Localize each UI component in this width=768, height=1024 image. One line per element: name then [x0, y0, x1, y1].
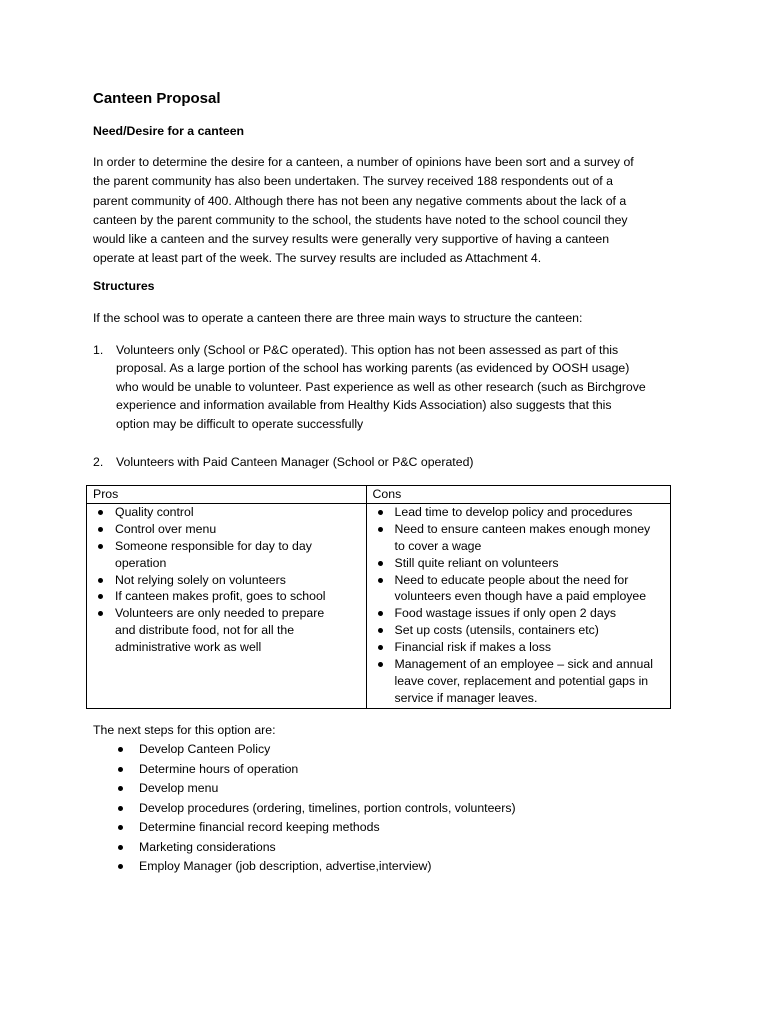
paragraph-line: canteen by the parent community to the school, the students have noted to the school council they: [93, 212, 628, 227]
item-line: experience and information available from Healthy Kids Association) also suggests that this: [116, 398, 612, 413]
page-title: Canteen Proposal: [93, 90, 221, 107]
numbered-item-2: [93, 453, 693, 471]
structures-intro: If the school was to operate a canteen there are three main ways to structure the canteen:: [93, 311, 583, 325]
bullet-icon: [98, 510, 103, 515]
list-item: [115, 521, 360, 538]
pros-cell: [87, 503, 367, 708]
list-item-line: Lead time to develop policy and procedures: [394, 504, 633, 519]
list-item: [115, 588, 360, 605]
list-item: [395, 504, 664, 521]
list-item-text: Develop Canteen Policy: [139, 742, 271, 756]
list-item-text: Determine hours of operation: [139, 761, 299, 776]
list-item-line: and distribute food, not for all the: [115, 623, 295, 638]
list-item: [139, 857, 739, 877]
list-item-line: Not relying solely on volunteers: [115, 572, 286, 587]
item-line: proposal. As a large portion of the school has working parents (as evidenced by OOSH usage): [116, 361, 630, 376]
bullet-icon: [378, 578, 383, 583]
item-number: 1.: [93, 343, 104, 357]
pros-list: [93, 504, 360, 656]
next-steps-list: [93, 740, 739, 877]
bullet-icon: [98, 544, 103, 549]
list-item: [139, 799, 739, 819]
numbered-item-1: [93, 341, 693, 433]
bullet-icon: [378, 510, 383, 515]
list-item-line: service if manager leaves.: [394, 690, 538, 705]
list-item-line: Someone responsible for day to day: [115, 538, 312, 553]
next-steps-intro: The next steps for this option are:: [93, 723, 276, 737]
item-line: option may be difficult to operate successfully: [116, 416, 364, 431]
item-line: who would be unable to volunteer. Past experience as well as other research (such as Birchgrove: [116, 379, 646, 394]
list-item-text: Determine financial record keeping methods: [139, 820, 380, 834]
list-item: [115, 504, 360, 521]
bullet-icon: [378, 662, 383, 667]
bullet-icon: [378, 527, 383, 532]
bullet-icon: [378, 645, 383, 650]
list-item: [139, 818, 739, 838]
pros-header: Pros: [87, 486, 367, 504]
paragraph-line: operate at least part of the week. The survey results are included as Attachment 4.: [93, 251, 542, 266]
list-item: [395, 521, 664, 555]
list-item: [395, 555, 664, 572]
list-item-line: leave cover, replacement and potential gaps in: [394, 673, 649, 688]
pros-cons-table: [86, 485, 671, 709]
bullet-icon: [118, 786, 123, 791]
bullet-icon: [118, 806, 123, 811]
list-item-line: Quality control: [115, 504, 194, 519]
list-item-line: Need to ensure canteen makes enough money: [394, 521, 651, 536]
paragraph-line: the parent community has also been undertaken. The survey received 188 respondents out of a: [93, 174, 613, 189]
bullet-icon: [378, 628, 383, 633]
paragraph-line: parent community of 400. Although there has not been any negative comments about the lack of a: [93, 193, 627, 208]
list-item: [395, 639, 664, 656]
list-item-line: Financial risk if makes a loss: [394, 640, 552, 655]
list-item-line: Control over menu: [115, 521, 217, 536]
list-item-line: Volunteers are only needed to prepare: [115, 606, 325, 621]
list-item: [395, 572, 664, 606]
bullet-icon: [118, 767, 123, 772]
list-item: [139, 740, 739, 760]
bullet-icon: [378, 611, 383, 616]
bullet-icon: [98, 611, 103, 616]
item-line: Volunteers only (School or P&C operated). This option has not been assessed as part of this: [116, 343, 619, 357]
list-item: [115, 538, 360, 572]
list-item-line: Still quite reliant on volunteers: [394, 555, 559, 570]
bullet-icon: [118, 747, 123, 752]
section-heading-structures: Structures: [93, 279, 155, 293]
list-item: [395, 605, 664, 622]
item-text: [116, 341, 646, 433]
bullet-icon: [98, 527, 103, 532]
item-text: Volunteers with Paid Canteen Manager (School or P&C operated): [116, 455, 474, 469]
list-item-line: Management of an employee – sick and annual: [394, 657, 653, 672]
paragraph-line: would like a canteen and the survey results were generally very supportive of having a canteen: [93, 232, 610, 247]
list-item-line: Food wastage issues if only open 2 days: [394, 606, 617, 621]
cons-cell: [366, 503, 670, 708]
section-heading-need: Need/Desire for a canteen: [93, 124, 245, 138]
item-number: 2.: [93, 455, 104, 469]
bullet-icon: [118, 825, 123, 830]
list-item-line: volunteers even though have a paid employee: [394, 589, 647, 604]
bullet-icon: [118, 845, 123, 850]
paragraph-line: In order to determine the desire for a canteen, a number of opinions have been sort and a survey of: [93, 155, 634, 169]
list-item-text: Develop procedures (ordering, timelines, portion controls, volunteers): [139, 800, 516, 815]
list-item: [395, 656, 664, 707]
list-item-line: Need to educate people about the need for: [394, 572, 629, 587]
list-item-line: If canteen makes profit, goes to school: [115, 589, 326, 604]
list-item-line: operation: [115, 555, 167, 570]
list-item-text: Marketing considerations: [139, 839, 276, 854]
list-item: [115, 572, 360, 589]
bullet-icon: [378, 561, 383, 566]
list-item-text: Employ Manager (job description, advertise,interview): [139, 859, 432, 873]
bullet-icon: [98, 578, 103, 583]
list-item-line: to cover a wage: [394, 538, 482, 553]
cons-list: [373, 504, 664, 707]
list-item: [115, 605, 360, 656]
list-item: [139, 838, 739, 858]
list-item: [139, 760, 739, 780]
list-item-line: administrative work as well: [115, 640, 262, 655]
list-item-text: Develop menu: [139, 781, 219, 795]
list-item-line: Set up costs (utensils, containers etc): [394, 623, 599, 638]
list-item: [395, 622, 664, 639]
bullet-icon: [98, 594, 103, 599]
cons-header: Cons: [366, 486, 670, 504]
need-paragraph: [93, 153, 693, 269]
bullet-icon: [118, 864, 123, 869]
list-item: [139, 779, 739, 799]
